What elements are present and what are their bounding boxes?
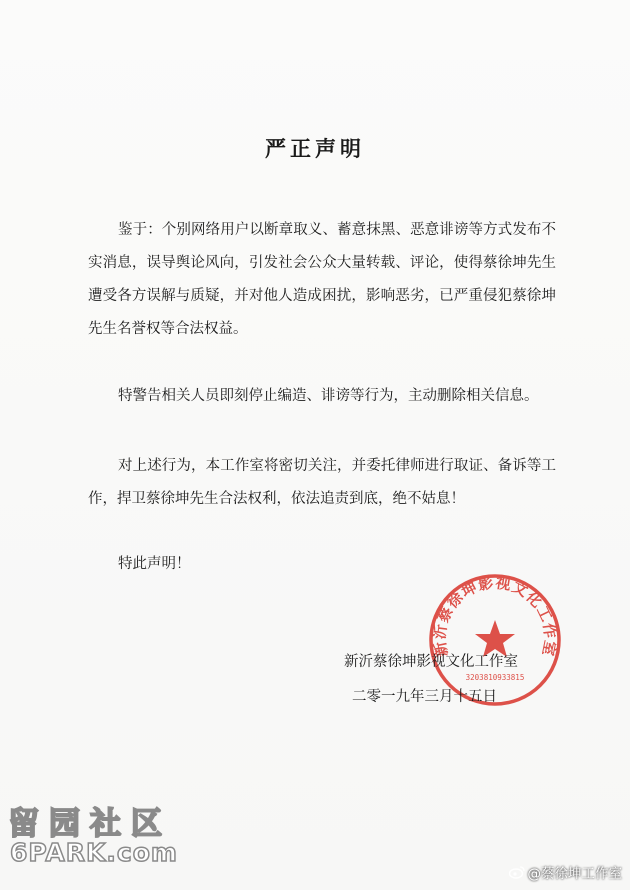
signature-organization: 新沂蔡徐坤影视文化工作室 — [344, 654, 518, 670]
seal-number: 3203810933815 — [465, 673, 525, 682]
seal-text: 新沂蔡徐坤影视文化工作室 — [430, 573, 560, 659]
paragraph-3: 对上述行为，本工作室将密切关注，并委托律师进行取证、备诉等工作，捍卫蔡徐坤先生合法权利，依法追责到底，绝不姑息！ — [88, 458, 556, 507]
weibo-watermark — [509, 862, 623, 882]
paragraph-2: 特警告相关人员即刻停止编造、诽谤等行为，主动删除相关信息。 — [118, 388, 539, 404]
paragraph-1: 鉴于：个别网络用户以断章取义、蓄意抹黑、恶意诽谤等方式发布不实消息，误导舆论风向，引发社会公众大量转载、评论，使得蔡徐坤先生遭受各方误解与质疑，并对他人造成困扰，影响恶劣，已严重侵犯蔡徐坤先生名誉权等合法权益。 — [88, 222, 556, 337]
watermark-site-name: 留园社区 — [8, 806, 172, 842]
signature-date: 二零一九年三月十五日 — [352, 689, 497, 705]
weibo-handle: @蔡徐坤工作室 — [527, 866, 622, 882]
weibo-logo-icon — [509, 865, 525, 879]
document-title: 严正声明 — [265, 137, 365, 161]
paragraph-4: 特此声明！ — [118, 556, 191, 572]
watermark-site-url: 6PARK.com — [10, 838, 178, 867]
